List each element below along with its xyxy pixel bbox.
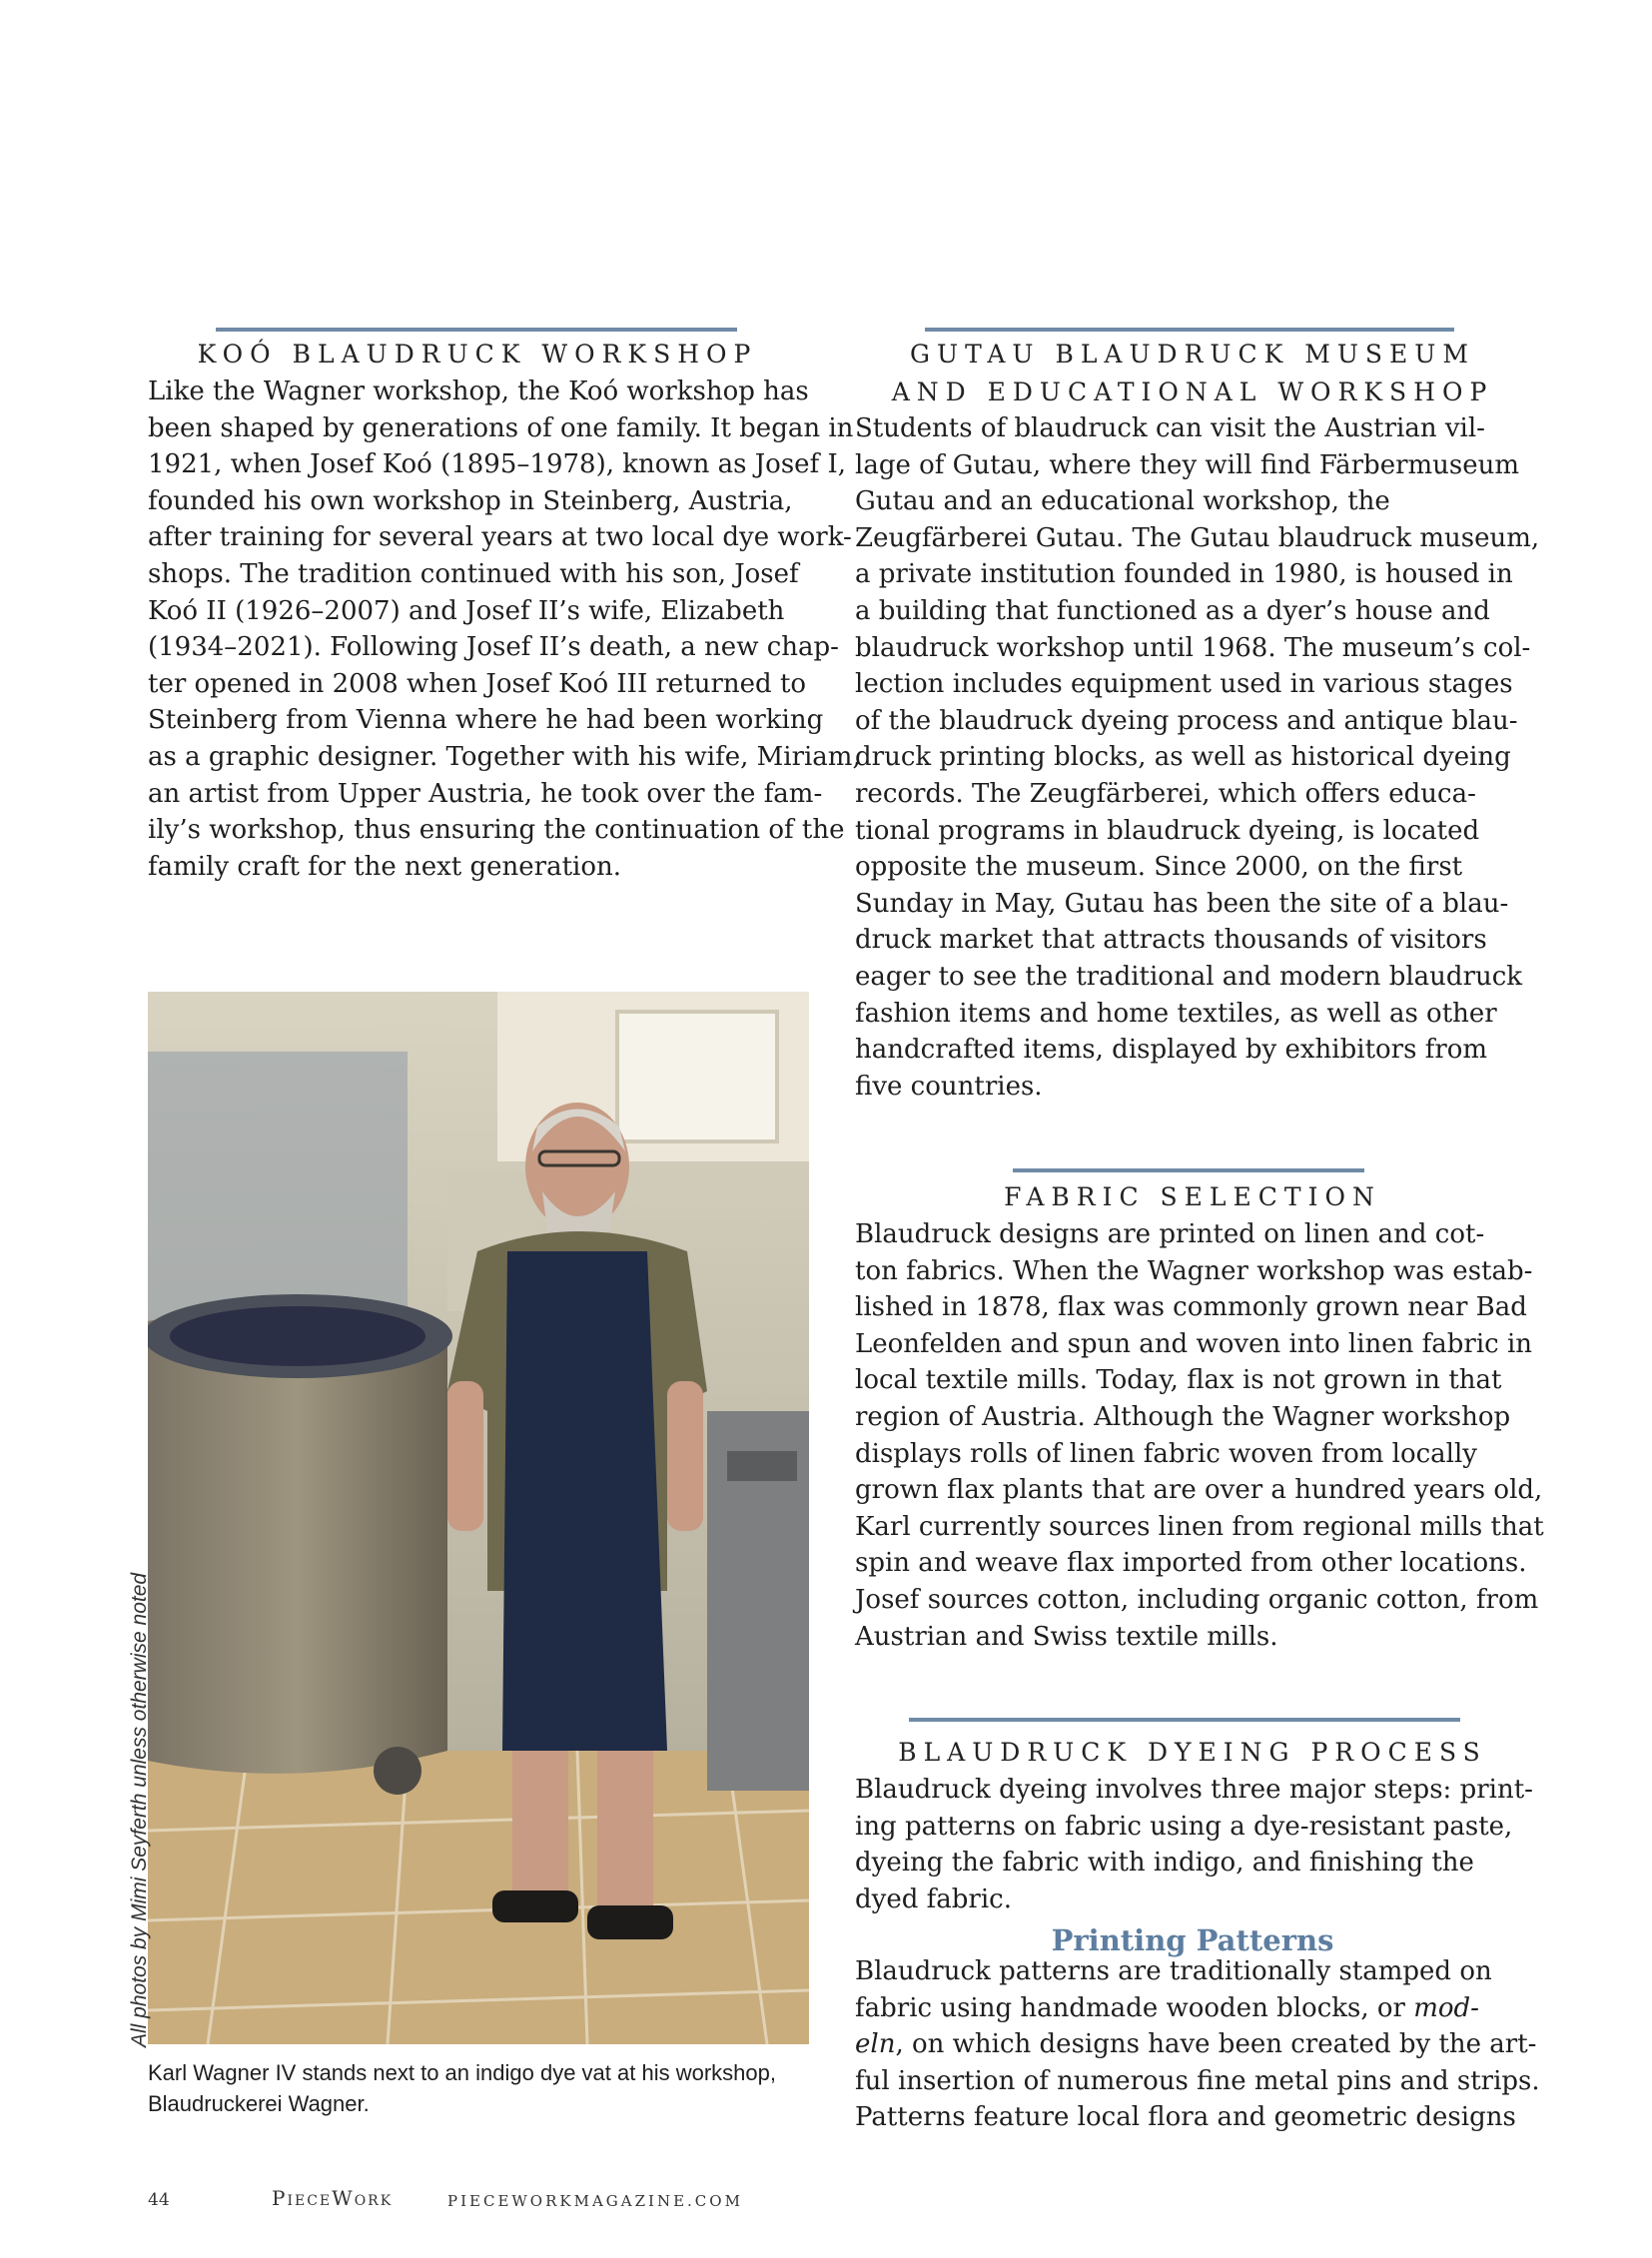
text-line: displays rolls of linen fabric woven from locally <box>855 1438 1477 1469</box>
page-number: 44 <box>148 2190 170 2210</box>
text-line: spin and weave flax imported from other locations. <box>855 1548 1527 1579</box>
text-line: ter opened in 2008 when Josef Koó III returned to <box>148 668 807 699</box>
text-line: Karl currently sources linen from regional mills that <box>855 1511 1544 1542</box>
text-line: opposite the museum. Since 2000, on the first <box>855 852 1463 883</box>
fabric-body-text <box>855 1216 1544 1655</box>
text-line: after training for several years at two local dye work- <box>148 522 852 553</box>
text-line: dyed fabric. <box>855 1883 1012 1914</box>
dyeing-heading: BLAUDRUCK DYEING PROCESS <box>898 1738 1487 1767</box>
text-line: of the blaudruck dyeing process and antique blau- <box>855 705 1518 736</box>
text-line: Steinberg from Vienna where he had been working <box>148 705 824 736</box>
magazine-name: PieceWork <box>272 2186 394 2210</box>
text-line: Patterns feature local flora and geometric designs <box>855 2102 1516 2133</box>
text-line: (1934–2021). Following Josef II’s death, a new chap- <box>148 632 839 663</box>
text-line: tional programs in blaudruck dyeing, is located <box>855 815 1480 846</box>
text-line: Like the Wagner workshop, the Koó workshop has <box>148 376 809 406</box>
fabric-heading-rule <box>1013 1168 1364 1172</box>
text-line: druck market that attracts thousands of visitors <box>855 925 1487 956</box>
text-line: handcrafted items, displayed by exhibitors from <box>855 1035 1488 1066</box>
text-line: been shaped by generations of one family. It began in <box>148 412 854 443</box>
gutau-heading-rule <box>925 328 1454 332</box>
photo-credit: All photos by Mimi Seyferth unless otherwise noted <box>128 1572 151 2047</box>
text-line: Blaudruck designs are printed on linen and cot- <box>855 1219 1485 1249</box>
text-line: grown flax plants that are over a hundred years old, <box>855 1475 1543 1506</box>
text-line: dyeing the fabric with indigo, and finishing the <box>855 1848 1474 1879</box>
caption-line: Blaudruckerei Wagner. <box>148 2091 370 2116</box>
koo-heading-rule <box>216 328 737 332</box>
text-line: eager to see the traditional and modern blaudruck <box>855 961 1523 992</box>
text-line: lection includes equipment used in various stages <box>855 669 1513 700</box>
printing-patterns-subheading: Printing Patterns <box>1051 1923 1334 1957</box>
text-line: Josef sources cotton, including organic cotton, from <box>855 1584 1539 1615</box>
gutau-heading-line: AND EDUCATIONAL WORKSHOP <box>891 377 1494 406</box>
koo-heading: KOÓ BLAUDRUCK WORKSHOP <box>197 340 758 369</box>
gutau-body-text <box>855 410 1539 1105</box>
text-line: Zeugfärberei Gutau. The Gutau blaudruck museum, <box>855 522 1540 553</box>
dyeing-body-text <box>855 1772 1533 1917</box>
text-line: Blaudruck patterns are traditionally stamped on <box>855 1956 1492 1986</box>
text-line: local textile mills. Today, flax is not grown in that <box>855 1365 1502 1396</box>
koo-body-text <box>148 374 861 885</box>
text-line: fashion items and home textiles, as well as other <box>855 998 1497 1029</box>
text-line: ing patterns on fabric using a dye-resistant paste, <box>855 1811 1513 1842</box>
printing-patterns-text <box>855 1953 1540 2136</box>
text-line: druck printing blocks, as well as historical dyeing <box>855 742 1511 773</box>
text-line: blaudruck workshop until 1968. The museum’s col- <box>855 632 1531 663</box>
text-line: Blaudruck dyeing involves three major steps: print- <box>855 1775 1533 1805</box>
text-line: Leonfelden and spun and woven into linen fabric in <box>855 1328 1533 1359</box>
gutau-heading-line: GUTAU BLAUDRUCK MUSEUM <box>910 340 1475 369</box>
text-line: five countries. <box>855 1071 1043 1102</box>
gutau-heading <box>855 336 1530 411</box>
text-line: a private institution founded in 1980, is housed in <box>855 559 1513 590</box>
text-line: as a graphic designer. Together with his wife, Miriam, <box>148 741 861 772</box>
text-line: a building that functioned as a dyer’s house and <box>855 595 1490 626</box>
text-line: shops. The tradition continued with his son, Josef <box>148 558 799 589</box>
modeln-term: eln <box>855 2029 896 2060</box>
text-line: records. The Zeugfärberei, which offers educa- <box>855 778 1476 809</box>
magazine-website: PIECEWORKMAGAZINE.COM <box>447 2192 743 2210</box>
fabric-heading: FABRIC SELECTION <box>1004 1182 1381 1211</box>
workshop-photo <box>148 992 809 2044</box>
text-line: Austrian and Swiss textile mills. <box>855 1621 1278 1652</box>
modeln-term: mod- <box>1413 1992 1479 2023</box>
text-line: Students of blaudruck can visit the Austrian vil- <box>855 413 1485 443</box>
text-line: lage of Gutau, where they will find Färbermuseum <box>855 449 1520 480</box>
text-line: Gutau and an educational workshop, the <box>855 486 1390 517</box>
text-line: founded his own workshop in Steinberg, Austria, <box>148 485 793 516</box>
indigo-vat-photo-illustration <box>148 992 809 2044</box>
caption-line: Karl Wagner IV stands next to an indigo dye vat at his workshop, <box>148 2060 776 2085</box>
photo-caption <box>148 2057 827 2119</box>
text-line: an artist from Upper Austria, he took over the fam- <box>148 778 823 809</box>
text-line: lished in 1878, flax was commonly grown near Bad <box>855 1292 1527 1323</box>
text-line: region of Austria. Although the Wagner workshop <box>855 1401 1511 1432</box>
text-line: ful insertion of numerous fine metal pins and strips. <box>855 2065 1540 2096</box>
text-line: family craft for the next generation. <box>148 851 622 882</box>
text-line: fabric using handmade wooden blocks, or mod- <box>855 1992 1479 2023</box>
text-line: 1921, when Josef Koó (1895–1978), known as Josef I, <box>148 449 846 480</box>
text-line: Koó II (1926–2007) and Josef II’s wife, Elizabeth <box>148 595 785 626</box>
dyeing-heading-rule <box>909 1718 1460 1722</box>
text-line: eln, on which designs have been created by the art- <box>855 2029 1537 2060</box>
text-line: ton fabrics. When the Wagner workshop was estab- <box>855 1255 1533 1286</box>
text-line: Sunday in May, Gutau has been the site of a blau- <box>855 888 1509 919</box>
text-line: ily’s workshop, thus ensuring the continuation of the <box>148 815 845 846</box>
